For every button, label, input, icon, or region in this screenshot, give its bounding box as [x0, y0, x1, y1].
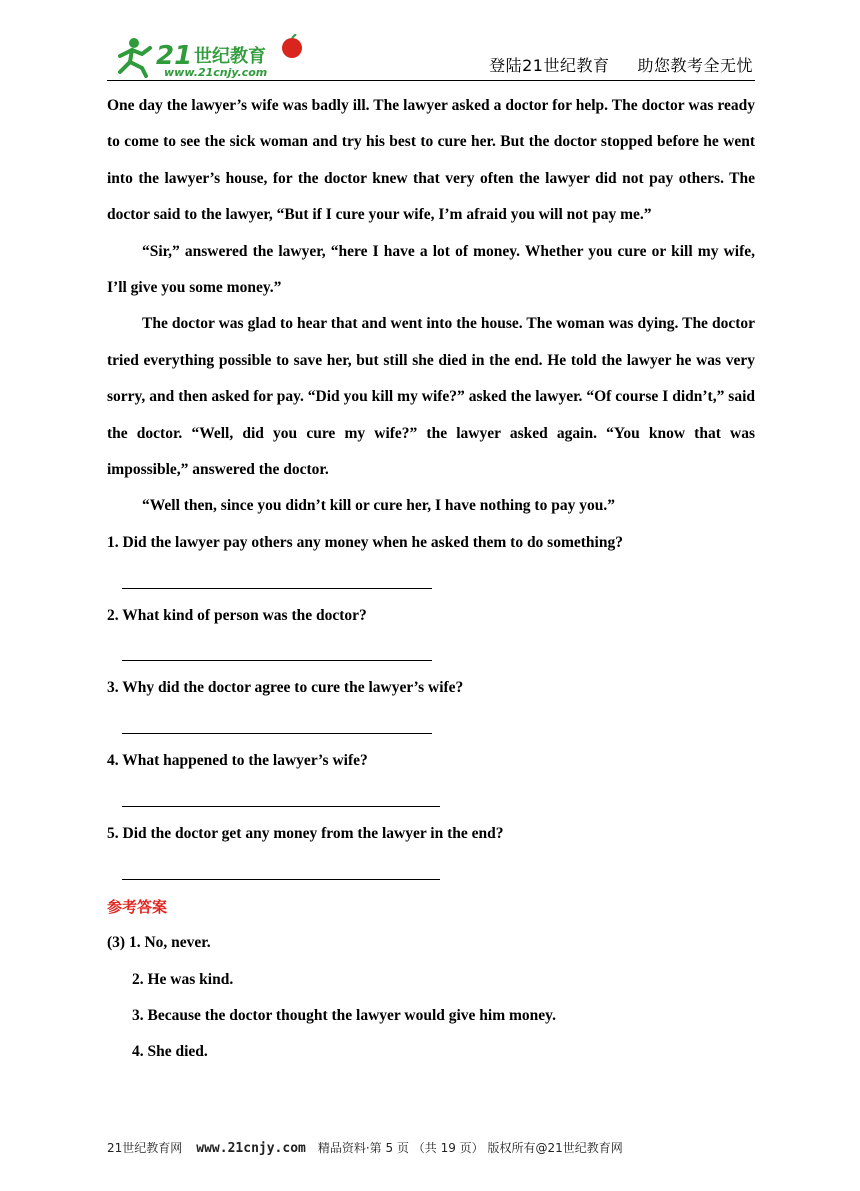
answer-item: 4. She died.	[132, 1043, 208, 1061]
passage-paragraph: “Well then, since you didn’t kill or cure her, I have nothing to pay you.”	[142, 497, 615, 515]
passage-paragraph: One day the lawyer’s wife was badly ill. The lawyer asked a doctor for help. The doctor was ready to come to see the sick woman and try his best to cure her. But the doctor stopped before he went into the lawyer’s house, for the doctor knew that very often the lawyer did not pay others. The doctor said to the lawyer, “But if I cure your wife, I’m afraid you will not pay me.”	[107, 97, 755, 224]
question-3: 3. Why did the doctor agree to cure the lawyer’s wife?	[107, 679, 464, 697]
svg-text:21: 21	[156, 41, 193, 71]
answer-key-title: 参考答案	[107, 897, 168, 916]
header-slogan	[489, 53, 753, 76]
answer-blank[interactable]	[107, 634, 755, 670]
site-logo	[112, 34, 312, 78]
passage-paragraph: The doctor was glad to hear that and went into the house. The woman was dying. The doctor tried everything possible to save her, but still she died in the end. He told the lawyer he was very sorry, and then asked for pay. “Did you kill my wife?” asked the lawyer. “Of course I didn’t,” said the doctor. “Well, did you cure my wife?” the lawyer asked again. “You know that was impossible,” answered the doctor.	[107, 315, 755, 479]
answer-blank[interactable]	[107, 561, 755, 597]
answer-item: 2. He was kind.	[132, 970, 234, 988]
answer-item: 3. Because the doctor thought the lawyer would give him money.	[132, 1007, 556, 1025]
slogan-left: 登陆21世纪教育	[489, 56, 610, 75]
answer-blank[interactable]	[107, 852, 755, 888]
passage-paragraph: “Sir,” answered the lawyer, “here I have a lot of money. Whether you cure or kill my wife, I’ll give you some money.”	[107, 242, 755, 297]
svg-text:www.21cnjy.com: www.21cnjy.com	[164, 66, 268, 78]
question-1: 1. Did the lawyer pay others any money when he asked them to do something?	[107, 533, 623, 551]
answer-blank[interactable]	[107, 707, 755, 743]
answer-item: (3) 1. No, never.	[107, 934, 211, 952]
footer-site: 21世纪教育网	[107, 1141, 183, 1155]
question-2: 2. What kind of person was the doctor?	[107, 606, 367, 624]
answer-blank[interactable]	[107, 780, 755, 816]
footer-url[interactable]: www.21cnjy.com	[196, 1141, 306, 1156]
footer-page-info: 精品资料·第 5 页 （共 19 页） 版权所有@21世纪教育网	[317, 1141, 623, 1155]
page-header	[107, 30, 755, 81]
slogan-right: 助您教考全无忧	[637, 56, 753, 75]
question-4: 4. What happened to the lawyer’s wife?	[107, 752, 368, 770]
document-body	[107, 88, 755, 1071]
question-5: 5. Did the doctor get any money from the lawyer in the end?	[107, 825, 504, 843]
svg-text:世纪教育: 世纪教育	[194, 46, 266, 67]
page-footer	[107, 1139, 755, 1156]
